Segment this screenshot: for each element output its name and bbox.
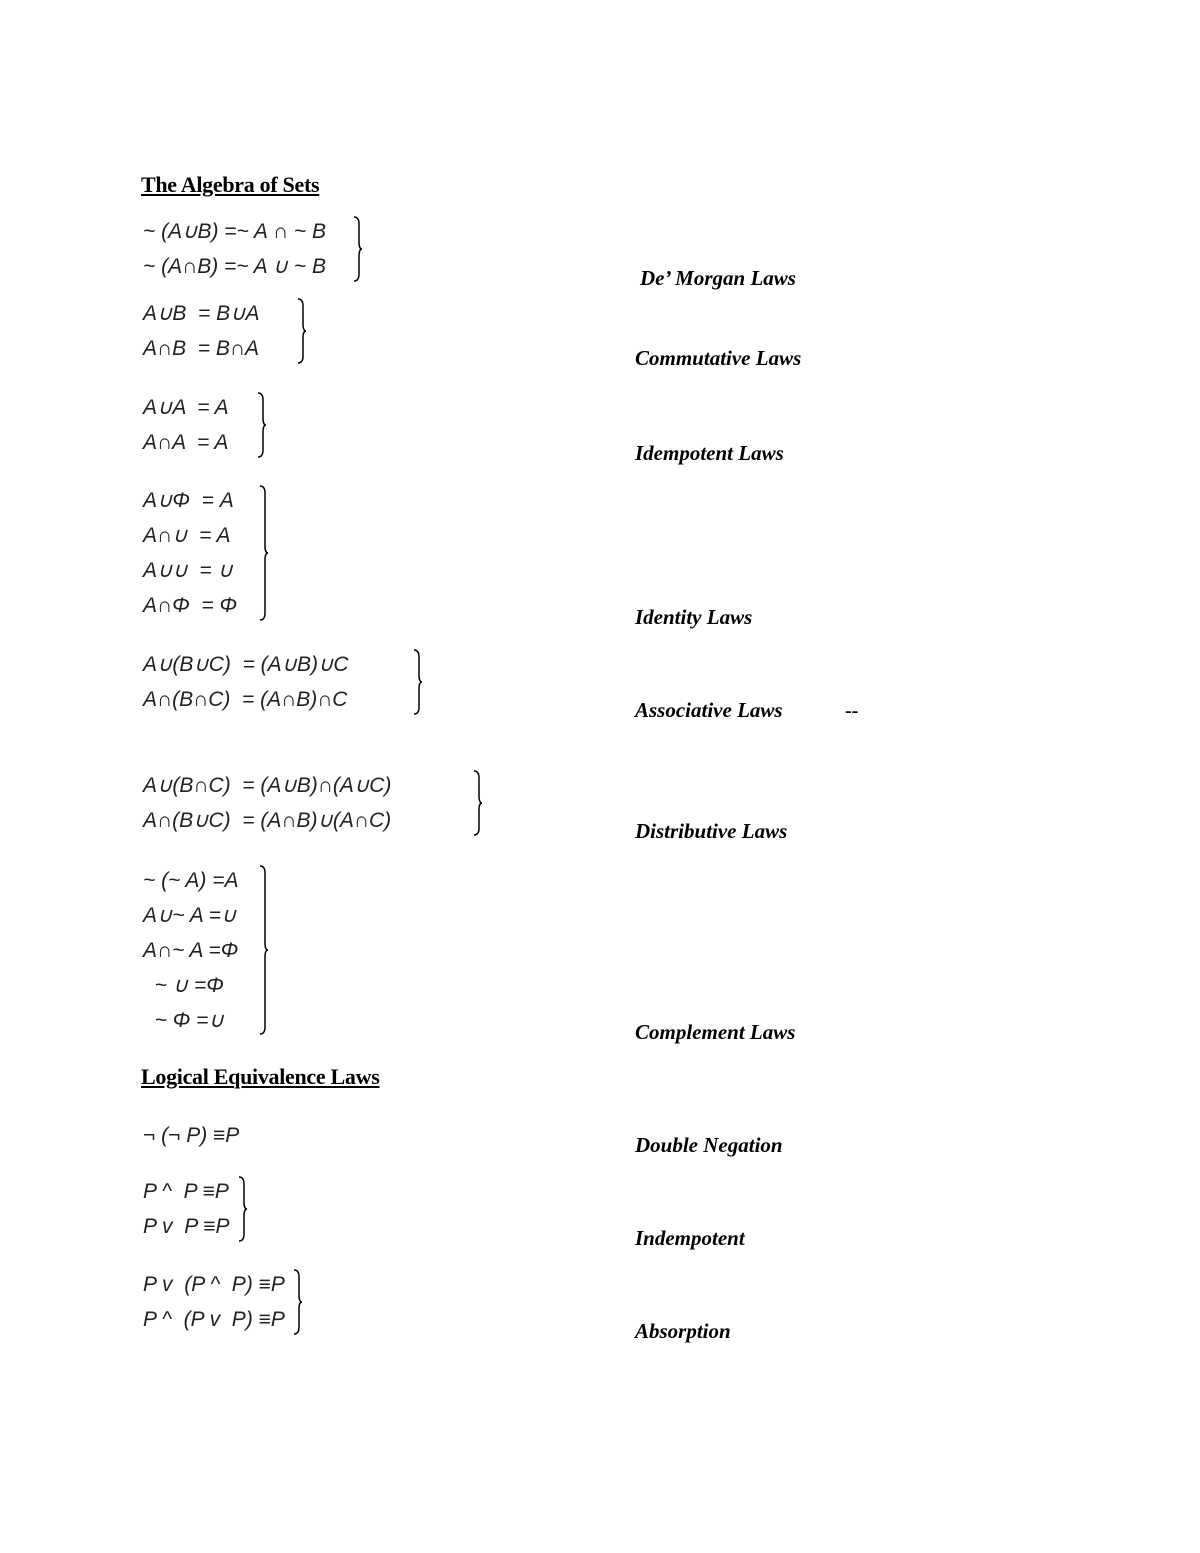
formula-line: A∩B = B∩A [143,337,259,360]
formula-line: A∩(B∪C) = (A∩B)∪(A∩C) [143,809,392,832]
formula-line: A∪~ A =∪ [143,904,237,927]
law-label-complement: Complement Laws [635,1020,796,1044]
law-group-idempotent [143,390,229,460]
heading-algebra-of-sets: The Algebra of Sets [141,172,320,197]
law-label-absorption: Absorption [635,1319,731,1343]
formula-line: A∪(B∪C) = (A∪B)∪C [143,653,349,676]
law-group-identity [143,483,237,623]
law-group-commutative [143,296,260,366]
law-label-commutative: Commutative Laws [635,346,802,370]
law-label-distributive: Distributive Laws [635,819,788,843]
law-group-indempotent [143,1174,230,1244]
right-brace-icon [259,485,269,621]
law-group-double-negation [143,1118,239,1153]
law-label-double-negation: Double Negation [635,1133,783,1157]
formula-line: A∪A = A [143,396,229,419]
law-label-associative: Associative Laws [635,698,783,722]
formula-line: A∪(B∩C) = (A∪B)∩(A∪C) [143,774,392,797]
law-group-absorption [143,1267,285,1337]
formula-line: A∪∪ = ∪ [143,559,233,582]
right-brace-icon [413,649,423,715]
trailing-dash: -- [845,700,859,722]
right-brace-icon [293,1269,303,1335]
law-label-indempotent: Indempotent [635,1226,745,1250]
formula-line: P ^ P ≡P [143,1180,229,1203]
right-brace-icon [257,392,267,458]
formula-line: ~ (A∪B) =~ A ∩ ~ B [143,220,326,243]
law-group-complement [143,863,239,1038]
formula-line: A∪Φ = A [143,489,234,512]
formula-line: A∩∪ = A [143,524,231,547]
formula-line: ~ (~ A) =A [143,869,239,892]
formula-line: P v (P ^ P) ≡P [143,1273,285,1296]
formula-line: ~ Φ =∪ [143,1009,224,1032]
formula-line: ¬ (¬ P) ≡P [143,1124,240,1147]
law-label-identity: Identity Laws [635,605,753,629]
formula-line: ~ ∪ =Φ [143,974,224,997]
formula-line: P ^ (P v P) ≡P [143,1308,285,1331]
right-brace-icon [353,216,363,282]
right-brace-icon [297,298,307,364]
right-brace-icon [238,1176,248,1242]
law-label-de-morgan: De’ Morgan Laws [640,266,796,290]
formula-line: P v P ≡P [143,1215,230,1238]
formula-line: A∩(B∩C) = (A∩B)∩C [143,688,348,711]
law-group-distributive [143,768,391,838]
formula-line: A∩~ A =Φ [143,939,239,962]
law-label-idempotent: Idempotent Laws [635,441,784,465]
right-brace-icon [259,865,269,1035]
formula-line: A∩Φ = Φ [143,594,238,617]
law-group-de-morgan [143,214,326,284]
formula-line: A∪B = B∪A [143,302,260,325]
right-brace-icon [473,770,483,836]
formula-line: ~ (A∩B) =~ A ∪ ~ B [143,255,326,278]
law-group-associative [143,647,349,717]
formula-line: A∩A = A [143,431,229,454]
heading-logical-equivalence-laws: Logical Equivalence Laws [141,1064,380,1089]
